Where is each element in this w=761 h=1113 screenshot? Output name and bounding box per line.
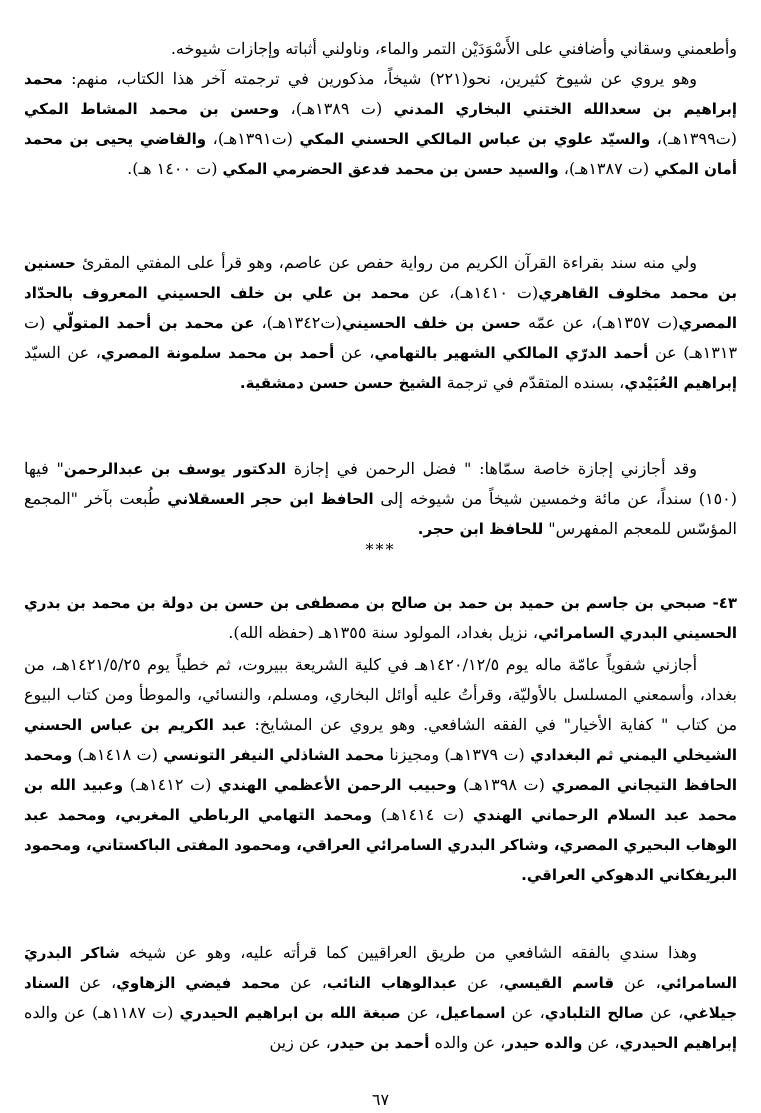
section-separator: *** xyxy=(365,540,396,559)
text-run: " فيها (١٥٠) سنداً، عن مائة وخمسين شيخاً من شيوخه إلى xyxy=(24,459,737,508)
text-run: ، عن xyxy=(69,973,117,992)
text-run: ، عن xyxy=(643,1003,684,1022)
bold-name-run: الشيخ حسن حسن دمشقية. xyxy=(239,374,442,392)
text-run: (ت١٣٤٢هـ)، xyxy=(254,313,342,332)
text-run: (ت ١٣٧٩هـ) ومجيزنا xyxy=(384,745,531,764)
text-run: ، عن xyxy=(280,973,327,992)
text-run: (ت ١٣٨٧هـ)، xyxy=(558,159,655,178)
text-run: ، بسنده المتقدّم في ترجمة xyxy=(441,373,625,392)
bold-name-run: والده حيدر xyxy=(505,1034,583,1052)
bold-name-run: الحافظ ابن حجر العسقلاني xyxy=(167,490,374,508)
text-run: (ت ١٤٠٠ هـ). xyxy=(127,159,223,178)
bold-name-run: محمد الشاذلي النيفر التونسي xyxy=(163,746,385,764)
text-run: (ت ١١٨٧هـ) عن والده xyxy=(24,1003,180,1022)
bold-name-run: والسيد حسن بن محمد فدعق الحضرمي المكي xyxy=(222,160,559,178)
bold-name-run: ومحمد الحافظ التيجاني المصري xyxy=(24,746,738,794)
bold-name-run: قاسم القيسي xyxy=(503,974,615,992)
bold-name-run: والقاضي يحيى بن محمد أمان المكي xyxy=(24,130,737,178)
bold-name-run: ٤٣- صبحي بن جاسم بن حميد بن حمد بن صالح بن مصطفى بن حسن بن دولة بن محمد بن بدري الحسيني البدري السامرائي xyxy=(24,594,737,642)
bold-name-run: السناد جيلاغي xyxy=(24,974,738,1022)
bold-name-run: إبراهيم الحيدري xyxy=(619,1034,737,1052)
page-number: ٦٧ xyxy=(371,1090,390,1109)
text-run: (ت ١٤١٠هـ)، عن xyxy=(409,283,539,302)
paragraph-3 xyxy=(24,248,737,398)
text-run: ، عن السيّد xyxy=(24,343,101,362)
bold-name-run: وحسن بن محمد المشاط المكي xyxy=(24,100,280,118)
text-run: ، عن والده xyxy=(429,1033,506,1052)
bold-name-run: صالح التلبادي xyxy=(544,1004,644,1022)
text-run: (ت ١٣١٣هـ) عن xyxy=(24,313,738,362)
bold-name-run: محمد فيضي الزهاوي xyxy=(116,974,281,992)
paragraph-6 xyxy=(24,650,737,890)
text-run: ، عن xyxy=(334,343,375,362)
bold-name-run: ومحمد التهامي الرباطي المغربي، ومحمد عبد الوهاب البحيري المصري، وشاكر البدري السامرائي العراقي، ومحمود المفتى الباكستاني، ومحمود البريفكاني الدهوكي العراقي. xyxy=(24,806,737,884)
bold-name-run: عبدالوهاب النائب xyxy=(326,974,458,992)
text-run: ولي منه سند بقراءة القرآن الكريم من رواية حفص عن عاصم، وهو قرأ على المفتي المقرئ xyxy=(75,253,697,272)
bold-name-run: محمد إبراهيم بن سعدالله الختني البخاري المدني xyxy=(24,70,737,118)
bold-name-run: شاكر البدريَ السامرائي xyxy=(24,944,738,992)
bold-name-run: اسماعيل xyxy=(440,1004,506,1022)
bold-name-run: أحمد بن محمد سلمونة المصري xyxy=(100,344,335,362)
biography-heading-43 xyxy=(24,588,737,648)
bold-name-run: أحمد الدرّي المالكي الشهير بالتهامي xyxy=(374,344,649,362)
bold-name-run: عن محمد بن أحمد المتولّي xyxy=(52,314,255,332)
text-run: طُبعت بآخر "المجمع المؤسّس للمعجم المفهرس" xyxy=(24,489,737,538)
text-run: ، نزيل بغداد، المولود سنة ١٣٥٥هـ (حفظه الله). xyxy=(228,623,539,642)
text-run: (ت١٣٩١هـ)، xyxy=(206,129,300,148)
bold-name-run: عبد الكريم بن عباس الحسني الشيخلي اليمني ثم البغدادي xyxy=(24,716,738,764)
text-run: وأطعمني وسقاني وأضافني على الأَسْوَدَيْن التمر والماء، وناولني أثباته وإجازات شيوخه. xyxy=(170,39,737,58)
text-run: ، عن xyxy=(400,1003,441,1022)
bold-name-run: الدكتور يوسف بن عبدالرحمن xyxy=(63,460,287,478)
text-run: وقد أجازني إجازة خاصة سمّاها: " فضل الرحمن في إجازة xyxy=(286,459,698,478)
bold-name-run: للحافظ ابن حجر. xyxy=(417,520,544,538)
paragraph-4 xyxy=(24,454,737,544)
text-run: (ت ١٤١٨هـ) xyxy=(72,745,164,764)
bold-name-run: حسنين بن محمد مخلوف القاهري xyxy=(24,254,737,302)
text-run: أجازني شفوياً عامّة ماله يوم ١٤٢٠/١٢/٥هـ في كلية الشريعة ببيروت، ثم خطياً يوم ١٤٢١/٥/٢٥هـ، من بغداد، وأسمعني المسلسل بالأوليّة، وقرأتُ عليه أوائل البخاري، ومسلم، والنسائي، والموطأ ومن كتاب البيوع من كتاب " كفاية الأخيار" في الفقه الشافعي. وهو يروي عن المشايخ: xyxy=(24,655,738,734)
bold-name-run: وحبيب الرحمن الأعظمي الهندي xyxy=(217,776,457,794)
text-run: ، عن زين xyxy=(269,1033,331,1052)
text-run: ، عن xyxy=(582,1033,620,1052)
bold-name-run: أحمد بن حيدر xyxy=(330,1034,430,1052)
bold-name-run: صبغة الله بن ابراهيم الحيدري xyxy=(179,1004,401,1022)
text-run: (ت ١٣٩٨هـ) xyxy=(456,775,552,794)
text-run: (ت ١٤١٢هـ) xyxy=(123,775,218,794)
bold-name-run: وعبيد الله بن محمد عبد السلام الرحماني الهندي xyxy=(24,776,737,824)
text-run: (ت١٣٩٩هـ)، xyxy=(650,129,737,148)
text-run: (ت ١٣٥٧هـ)، عن عمّه xyxy=(520,313,679,332)
paragraph-1 xyxy=(24,34,737,64)
text-run: (ت ١٤١٤هـ) xyxy=(371,805,473,824)
bold-name-run: حسن بن خلف الحسيني xyxy=(341,314,521,332)
text-run: وهذا سندي بالفقه الشافعي من طريق العراقيين كما قرأته عليه، وهو عن شيخه xyxy=(119,943,697,962)
text-run: (ت ١٣٨٩هـ)، xyxy=(279,99,394,118)
bold-name-run: إبراهيم العُبَيْدي xyxy=(624,374,737,392)
text-run: وهو يروي عن شيوخ كثيرين، نحو(٢٢١) شيخاً، مذكورين في ترجمته آخر هذا الكتاب، منهم: xyxy=(62,69,698,88)
paragraph-2 xyxy=(24,64,737,184)
text-run: ، عن xyxy=(505,1003,545,1022)
bold-name-run: والسيّد علوي بن عباس المالكي الحسني المكي xyxy=(299,130,651,148)
text-run: ، عن xyxy=(457,973,504,992)
paragraph-7 xyxy=(24,938,737,1058)
text-run: ، عن xyxy=(614,973,661,992)
bold-name-run: محمد بن علي بن خلف الحسيني المعروف بالحدّاد المصري xyxy=(24,284,738,332)
